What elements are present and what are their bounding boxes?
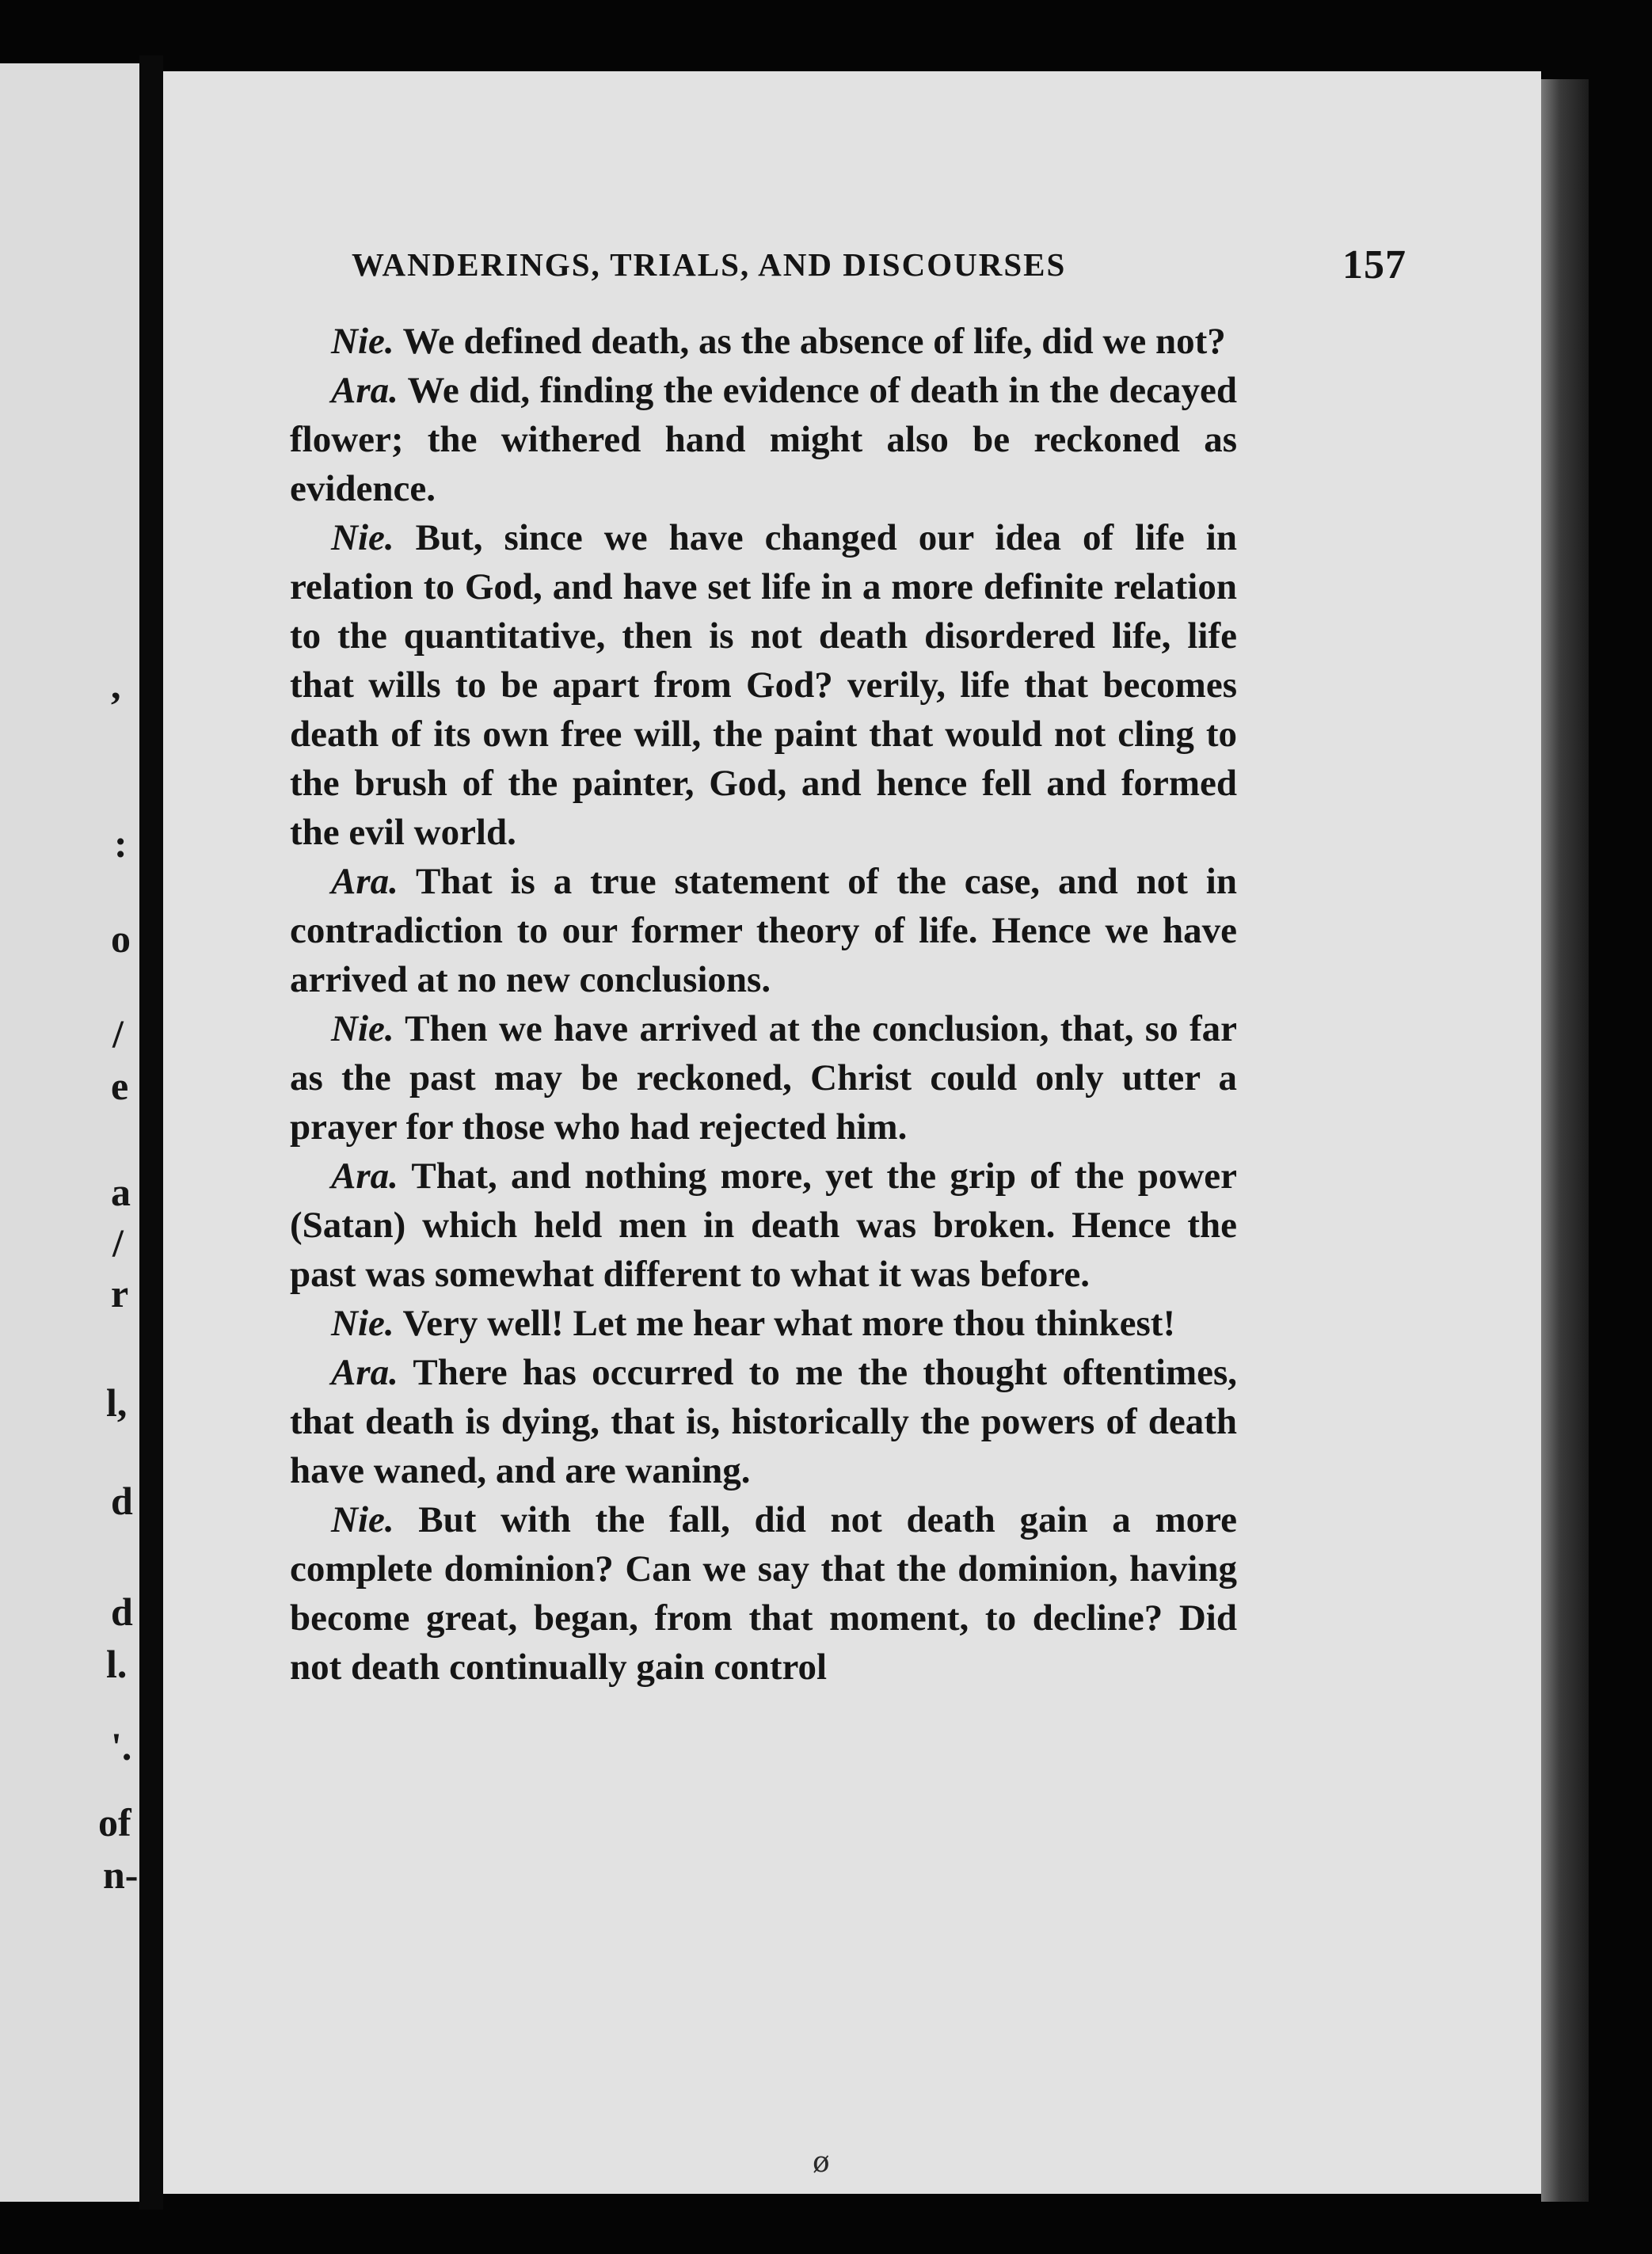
speaker-label: Nie.: [331, 1008, 394, 1049]
margin-fragment: /: [112, 1011, 124, 1056]
paragraph-text: But, since we have changed our idea of life in relation to God, and have set life in a more definite relation to the quantitative, then is not death disordered life, life that wills to be apart from God? verily, life that becomes death of its own free will, the paint that would not cling to the brush of the painter, God, and hence fell and formed the evil world.: [290, 517, 1237, 853]
speaker-label: Nie.: [331, 517, 394, 558]
running-head: [352, 238, 1406, 291]
speaker-label: Nie.: [331, 321, 394, 362]
margin-fragment: /: [112, 1220, 124, 1265]
dialogue-paragraph: [290, 1152, 1237, 1299]
dialogue-paragraph: [290, 1495, 1237, 1692]
running-head-title: WANDERINGS, TRIALS, AND DISCOURSES: [352, 246, 1067, 283]
scan-speck: ø: [813, 2146, 830, 2179]
margin-fragment: of: [98, 1800, 131, 1845]
margin-fragment: '.: [111, 1724, 132, 1769]
dialogue-paragraph: [290, 317, 1237, 366]
margin-fragment: :: [114, 821, 128, 866]
paragraph-text: There has occurred to me the thought oftentimes, that death is dying, that is, historically the powers of death have waned, and are waning.: [290, 1352, 1238, 1491]
binding-gutter: [139, 55, 163, 2210]
paragraph-text: Very well! Let me hear what more thou thinkest!: [402, 1303, 1176, 1344]
book-page: [163, 71, 1541, 2194]
speaker-label: Ara.: [331, 861, 398, 902]
paragraph-text: Then we have arrived at the conclusion, that, so far as the past may be reckoned, Christ could only utter a prayer for those who had rejected him.: [290, 1008, 1237, 1148]
speaker-label: Ara.: [331, 1352, 398, 1393]
paragraph-text: We did, finding the evidence of death in the decayed flower; the withered hand might also be reckoned as evidence.: [290, 370, 1238, 509]
margin-fragment: ,: [111, 663, 121, 707]
facing-page-edge: [0, 63, 139, 2202]
page-edge-shadow: [1541, 79, 1589, 2202]
margin-fragment: l.: [106, 1642, 128, 1686]
page-number: 157: [1342, 242, 1406, 287]
margin-fragment: d: [111, 1479, 133, 1523]
speaker-label: Ara.: [331, 1156, 398, 1197]
margin-fragment: d: [111, 1590, 133, 1634]
speaker-label: Ara.: [331, 370, 398, 411]
margin-fragment: a: [111, 1170, 131, 1214]
speaker-label: Nie.: [331, 1303, 394, 1344]
margin-fragment: r: [111, 1271, 129, 1315]
paragraph-text: That, and nothing more, yet the grip of the power (Satan) which held men in death was broken. Hence the past was somewhat different to what it was before.: [290, 1156, 1237, 1295]
dialogue-paragraph: [290, 1348, 1237, 1495]
speaker-label: Nie.: [331, 1499, 394, 1540]
margin-fragment: e: [111, 1064, 129, 1108]
paragraph-text: We defined death, as the absence of life, did we not?: [402, 321, 1226, 362]
margin-fragment: o: [111, 916, 131, 961]
dialogue-paragraph: [290, 1299, 1237, 1348]
paragraph-text: That is a true statement of the case, and not in contradiction to our former theory of life. Hence we have arrived at no new conclusions.: [290, 861, 1238, 1000]
margin-fragment: l,: [106, 1380, 128, 1425]
dialogue-paragraph: [290, 1004, 1237, 1152]
margin-fragment: n-: [103, 1852, 139, 1897]
dialogue-paragraph: [290, 857, 1237, 1004]
dialogue-paragraph: [290, 513, 1237, 857]
dialogue-paragraph: [290, 366, 1237, 513]
dialogue-text: [290, 317, 1237, 1692]
paragraph-text: But with the fall, did not death gain a more complete dominion? Can we say that the dominion, having become great, began, from that moment, to decline? Did not death continually gain control: [290, 1499, 1237, 1688]
